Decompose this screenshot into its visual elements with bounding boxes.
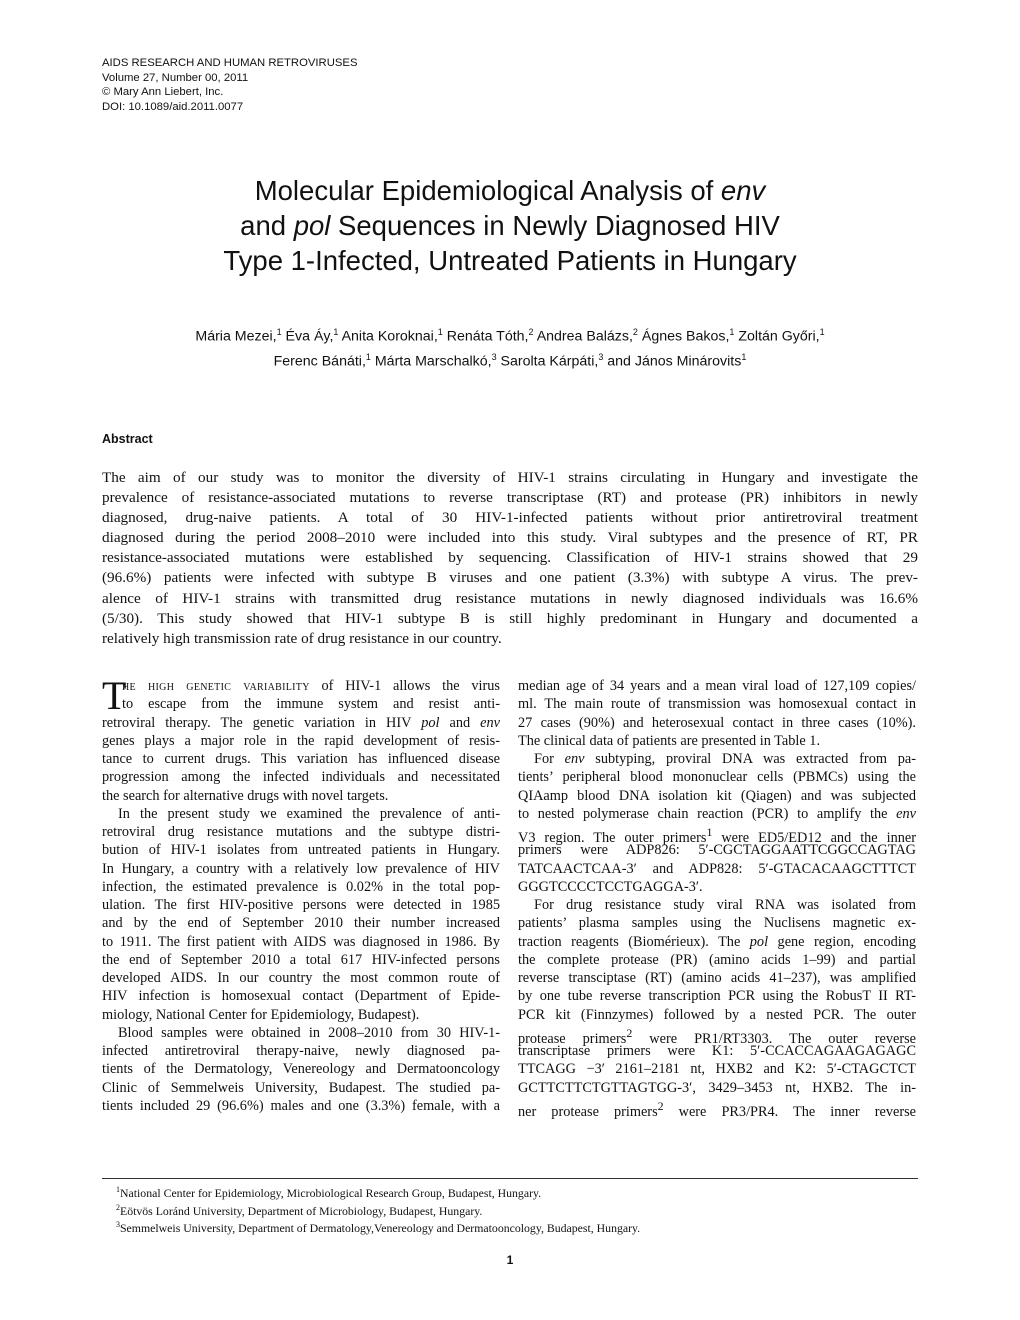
text-segment: bution of HIV-1 isolates from untreated patients in Hungary. (102, 842, 500, 859)
affiliation-marker: 1 (333, 327, 339, 337)
footnote (116, 1218, 640, 1236)
text-segment: The clinical data of patients are presented in Table 1. (518, 732, 821, 749)
author-name: Anita Koroknai, (338, 328, 438, 345)
text-segment: progression among the infected individuals and necessitated (102, 769, 500, 786)
text-segment: reverse transciptase (RT) (amino acids 41–237), was amplified (518, 970, 916, 986)
body-text-line (518, 1024, 916, 1047)
body-text-line (518, 750, 916, 768)
text-segment: PCR kit (Finnzymes) followed by a nested PCR. The outer (518, 1006, 916, 1023)
doi: DOI: 10.1089/aid.2011.0077 (102, 100, 244, 113)
text-segment: were PR3/PR4. The inner reverse (663, 1103, 916, 1120)
page-number: 1 (506, 1253, 514, 1267)
footnote-text: National Center for Epidemiology, Microbiological Research Group, Budapest, Hungary. (120, 1185, 542, 1200)
text-segment: env (896, 805, 916, 822)
text-segment: 2 (626, 1025, 633, 1040)
author-name: Andrea Balázs, (533, 328, 633, 345)
affiliation-marker: 3 (491, 351, 497, 362)
text-segment: tients included 29 (96.6%) males and one (3.3%) female, with a (102, 1097, 500, 1114)
text-segment: of HIV-1 allows the virus (309, 678, 500, 694)
author-name: Mária Mezei, (195, 328, 277, 345)
text-segment: retroviral drug resistance mutations and the subtype distri- (102, 824, 500, 840)
body-text-line (518, 914, 916, 932)
footnotes (116, 1183, 640, 1236)
author-list (0, 322, 1020, 371)
body-text-line (102, 1006, 500, 1024)
body-text-line (518, 787, 916, 805)
text-segment: ml. The main route of transmission was homosexual contact in (518, 696, 916, 713)
abstract-line: alence of HIV-1 strains with transmitted drug resistance mutations in newly diagnosed individuals was 16.6% (102, 589, 918, 607)
body-text-line (518, 969, 916, 987)
text-segment: retroviral therapy. The genetic variation in HIV (102, 714, 422, 731)
affiliation-marker: 1 (365, 351, 371, 362)
text-segment: and (240, 210, 294, 241)
footnote-number: 2 (116, 1202, 120, 1212)
body-text-line (102, 1024, 500, 1042)
text-segment: by one tube reverse transcription PCR using the RobusT II RT- (518, 988, 916, 1005)
text-segment: infected antiretroviral therapy-naive, newly diagnosed pa- (102, 1043, 500, 1059)
body-text-line (518, 1042, 916, 1060)
body-text-line (518, 1097, 916, 1120)
affiliation-marker: 2 (528, 327, 534, 337)
text-segment: tance to current drugs. This variation has influenced disease (102, 751, 500, 767)
text-segment: were ED5/ED12 and the inner (712, 829, 916, 846)
text-segment: In the present study we examined the prevalence of anti- (118, 805, 500, 822)
author-name: Éva Áy, (281, 328, 334, 345)
author-name: Ferenc Bánáti, (273, 353, 366, 370)
text-segment: Blood samples were obtained in 2008–2010 from 30 HIV-1- (118, 1024, 500, 1041)
text-segment: env (564, 751, 585, 767)
body-text-line (102, 933, 500, 951)
author-name: Renáta Tóth, (442, 328, 529, 345)
body-text-line (102, 714, 500, 732)
text-segment: traction reagents (Biomérieux). The (518, 933, 750, 950)
body-text-line (102, 1079, 500, 1097)
body-text-line (102, 768, 500, 786)
affiliation-marker: 1 (276, 327, 282, 337)
text-segment: were PR1/RT3303. The outer reverse (632, 1030, 916, 1047)
body-text-line (518, 987, 916, 1005)
body-text-line (102, 878, 500, 896)
footnote-divider (102, 1178, 918, 1179)
body-text-line (518, 1006, 916, 1024)
text-segment: gene region, encoding (768, 933, 916, 950)
text-segment: he high genetic variability (122, 678, 310, 694)
text-segment: tients of the Dermatology, Venereology and Dermatooncology (102, 1061, 500, 1078)
text-segment: Type 1-Infected, Untreated Patients in Hungary (223, 245, 797, 276)
text-segment: primers were ADP826: 5′-CGCTAGGAATTCGGCCAGTAG (518, 842, 916, 859)
affiliation-marker: 1 (819, 327, 825, 337)
body-text-line (102, 951, 500, 969)
body-text-line (518, 677, 916, 695)
body-text-line (518, 951, 916, 969)
text-segment: TATCAACTCAA-3′ and ADP828: 5′-GTACACAAGCTTTCT (518, 860, 916, 877)
body-text-line (518, 841, 916, 859)
body-text-line (102, 695, 500, 713)
body-text-line (102, 841, 500, 859)
body-text-line (102, 787, 500, 805)
text-segment: HIV infection is homosexual contact (Department of Epide- (102, 988, 500, 1005)
journal-volume: Volume 27, Number 00, 2011 (102, 71, 249, 84)
text-segment: transcriptase primers were K1: 5′-CCACCAGAAGAGAGC (518, 1043, 916, 1059)
text-segment: In Hungary, a country with a relatively low prevalence of HIV (102, 860, 500, 877)
body-text-line (518, 714, 916, 732)
body-text-line (518, 933, 916, 951)
body-text-line (518, 878, 916, 896)
text-segment: GGGTCCCCTCCTGAGGA-3′. (518, 878, 703, 895)
title-line (0, 243, 1020, 278)
text-segment: For drug resistance study viral RNA was isolated from (534, 897, 916, 913)
text-segment: developed AIDS. In our country the most common route of (102, 970, 500, 986)
body-text-line (102, 677, 500, 695)
abstract-line: prevalence of resistance-associated mutations to reverse transcriptase (RT) and protease (PR) inhibitors in newly (102, 489, 918, 507)
author-name: Sarolta Kárpáti, (496, 353, 599, 370)
footnote (116, 1183, 640, 1201)
journal-name: AIDS RESEARCH AND HUMAN RETROVIRUSES (102, 57, 358, 69)
abstract-line: The aim of our study was to monitor the diversity of HIV-1 strains circulating in Hungary and investigate the (102, 469, 918, 486)
text-segment: the search for alternative drugs with novel targets. (102, 787, 389, 804)
text-segment: GCTTCTTCTGTTAGTGG-3′, 3429–3453 nt, HXB2. The in- (518, 1079, 916, 1096)
text-segment: pol (421, 714, 440, 731)
body-text-line (102, 914, 500, 932)
abstract-line: diagnosed during the period 2008–2010 were included into this study. Viral subtypes and the presence of RT, PR (102, 529, 918, 547)
body-text-line (518, 1060, 916, 1078)
journal-header (102, 56, 357, 114)
body-text-line (102, 860, 500, 878)
body-text-line (518, 768, 916, 786)
text-segment: the end of September 2010 a total 617 HIV-infected persons (102, 951, 500, 968)
body-text-line (518, 732, 916, 750)
text-segment: to nested polymerase chain reaction (PCR) to amplify the (518, 805, 897, 822)
text-segment: miology, National Center for Epidemiology, Budapest). (102, 1006, 420, 1023)
title-line (0, 173, 1020, 208)
text-segment: Molecular Epidemiological Analysis of (254, 175, 721, 206)
body-text-line (102, 805, 500, 823)
text-segment: pol (749, 933, 769, 950)
title-line (0, 208, 1020, 243)
text-segment: median age of 34 years and a mean viral load of 127,109 copies/ (518, 678, 916, 694)
body-text-line (518, 695, 916, 713)
text-segment: protease primers (518, 1030, 627, 1047)
article-title (0, 173, 1020, 278)
body-text-line (102, 750, 500, 768)
text-segment: TTCAGG −3′ 2161–2181 nt, HXB2 and K2: 5′-CTAGCTCT (518, 1061, 916, 1078)
text-segment: Clinic of Semmelweis University, Budapest. The studied pa- (102, 1079, 500, 1096)
affiliation-marker: 1 (729, 327, 735, 337)
text-segment: QIAamp blood DNA isolation kit (Qiagen) and was subjected (518, 787, 916, 804)
author-name: Ágnes Bakos, (637, 328, 730, 345)
text-segment: V3 region. The outer primers (518, 829, 707, 846)
text-segment: ner protease primers (518, 1103, 658, 1120)
abstract-line: relatively high transmission rate of drug resistance in our country. (102, 629, 502, 647)
text-segment: to 1911. The first patient with AIDS was diagnosed in 1986. By (102, 933, 500, 950)
text-segment: subtyping, proviral DNA was extracted from pa- (584, 751, 916, 767)
text-segment: ulation. The first HIV-positive persons were detected in 1985 (102, 897, 500, 913)
abstract-line: resistance-associated mutations were established by sequencing. Classification of HIV-1 strains showed that 29 (102, 549, 918, 567)
text-segment: 2 (657, 1098, 664, 1113)
text-segment: genes plays a major role in the rapid development of resis- (102, 732, 500, 749)
body-text-line (518, 896, 916, 914)
text-segment: 1 (706, 825, 713, 839)
abstract-line: (5/30). This study showed that HIV-1 subtype B is still highly predominant in Hungary and documented a (102, 609, 918, 627)
copyright: © Mary Ann Liebert, Inc. (102, 86, 224, 98)
abstract-body (102, 468, 918, 649)
text-segment: 27 cases (90%) and heterosexual contact in three cases (10%). (518, 714, 916, 731)
text-segment: the complete protease (PR) (amino acids 1–99) and partial (518, 951, 916, 968)
footnote-text: Semmelweis University, Department of Dermatology,Venereology and Dermatooncology, Budapest, Hungary. (120, 1221, 641, 1236)
footnote-number: 3 (116, 1220, 120, 1230)
author-name: Márta Marschalkó, (370, 353, 492, 370)
text-segment: tients’ peripheral blood mononuclear cells (PBMCs) using the (518, 769, 916, 786)
text-segment: infection, the estimated prevalence is 0.02% in the total pop- (102, 878, 500, 895)
abstract-heading: Abstract (102, 432, 153, 446)
text-segment: and (439, 714, 481, 731)
body-text-line (102, 1060, 500, 1078)
text-segment: to escape from the immune system and resist anti- (122, 696, 500, 713)
author-name: Zoltán Győri, (734, 328, 820, 345)
text-segment: For (534, 751, 565, 767)
body-text-line (102, 987, 500, 1005)
footnote-number: 1 (116, 1185, 120, 1194)
text-segment: env (480, 714, 500, 731)
text-segment: and by the end of September 2010 their number increased (102, 915, 500, 932)
body-text-line (518, 1079, 916, 1097)
affiliation-marker: 2 (632, 327, 638, 337)
author-line (0, 322, 1020, 347)
abstract-line: diagnosed, drug-naive patients. A total of 30 HIV-1-infected patients without prior antiretroviral treatment (102, 509, 918, 527)
body-text-line (102, 823, 500, 841)
right-column (518, 677, 916, 1120)
affiliation-marker: 3 (598, 351, 604, 362)
left-column (102, 673, 500, 1115)
body-text-line (102, 1097, 500, 1115)
body-text-line (518, 805, 916, 823)
affiliation-marker: 1 (437, 327, 443, 337)
body-text-line (102, 969, 500, 987)
body-text-line (102, 896, 500, 914)
body-text-line (102, 1042, 500, 1060)
body-text-line (518, 860, 916, 878)
footnote-text: Eötvös Loránd University, Department of Microbiology, Budapest, Hungary. (120, 1203, 483, 1218)
body-text-line (102, 732, 500, 750)
affiliation-marker: 1 (741, 351, 747, 362)
text-segment: pol (293, 210, 331, 241)
author-name: and János Minárovits (603, 353, 742, 370)
text-segment: env (720, 175, 766, 206)
footnote (116, 1201, 640, 1219)
body-text-line (518, 823, 916, 846)
abstract-line: (96.6%) patients were infected with subtype B viruses and one patient (3.3%) with subtype A virus. The prev- (102, 569, 918, 587)
text-segment: Sequences in Newly Diagnosed HIV (330, 210, 780, 241)
author-line (0, 347, 1020, 372)
drop-cap: T (102, 673, 127, 718)
text-segment: patients’ plasma samples using the Nuclisens magnetic ex- (518, 915, 916, 932)
